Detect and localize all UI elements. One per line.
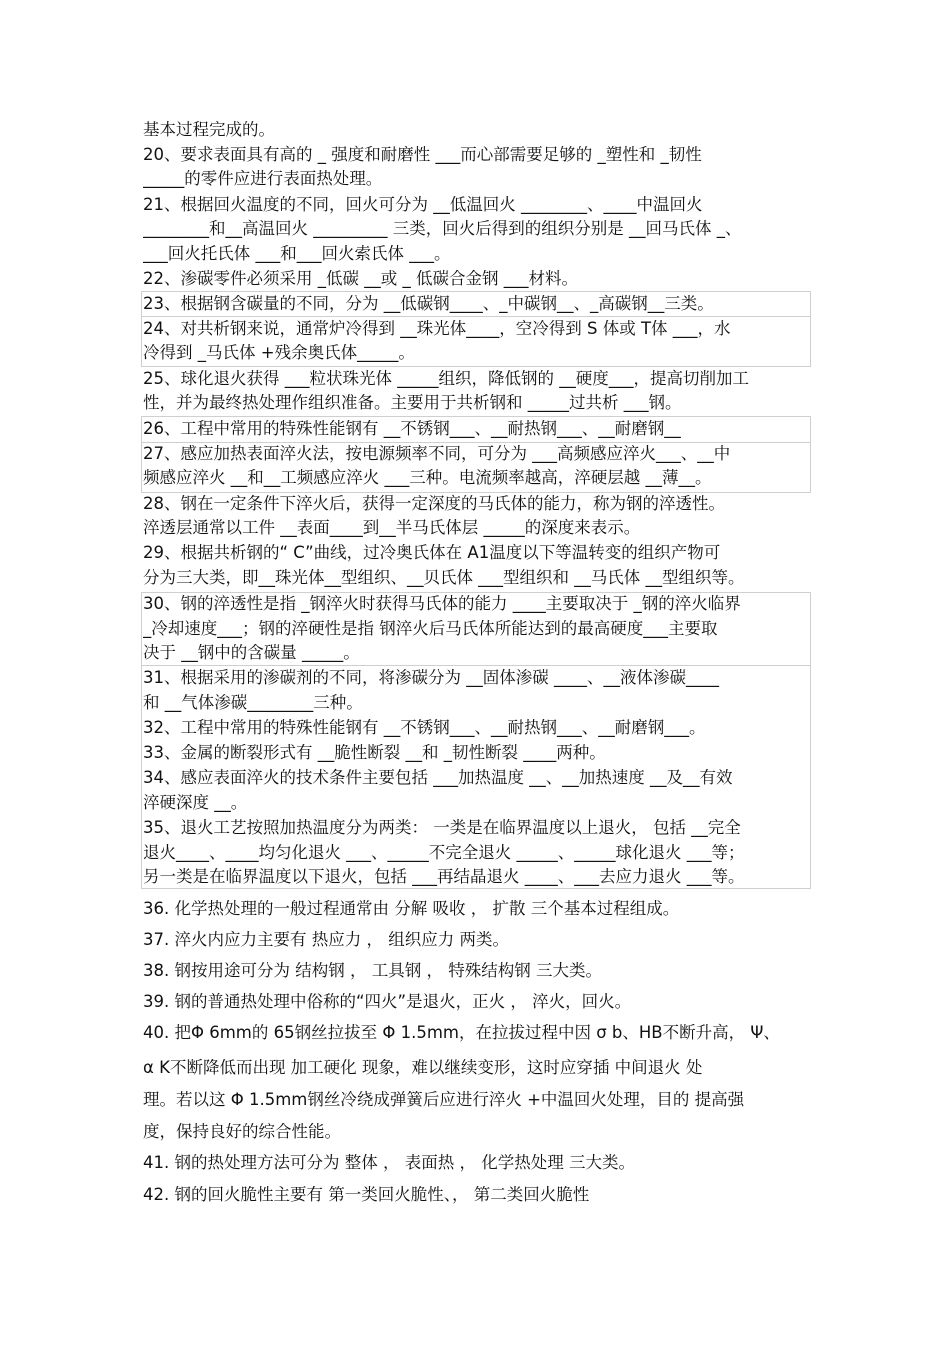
text-line: 26、工程中常用的特殊性能钢有 __不锈钢___、__耐热钢___、__耐磨钢__ <box>143 419 681 438</box>
text-line: 频感应淬火 __和__工频感应淬火 ___三种。电流频率越高，淬硬层越 __薄__。 <box>143 468 712 487</box>
text-line: 32、工程中常用的特殊性能钢有 __不锈钢___、__耐热钢___、__耐磨钢___。 <box>143 718 706 737</box>
text-line: 39. 钢的普通热处理中俗称的“四火”是退火，正火 ， 淬火，回火。 <box>143 992 632 1011</box>
text-line: 20、要求表面具有高的 _ 强度和耐磨性 ___而心部需要足够的 _塑性和 _韧性 <box>143 145 702 164</box>
text-line: 34、感应表面淬火的技术条件主要包括 ___加热温度 __、__加热速度 __及__有效 <box>143 768 733 787</box>
text-line: 分为三大类，即__珠光体__型组织、__贝氏体 ___型组织和 __马氏体 __型组织等。 <box>143 568 745 587</box>
text-line: 冷得到 _马氏体 +残余奥氏体_____。 <box>143 343 415 362</box>
text-line: ___回火托氏体 ___和___回火索氏体 ___。 <box>143 244 451 263</box>
text-line: 退火____、____均匀化退火 ___、_____不完全退火 _____、_____球化退火 ___等； <box>143 843 745 862</box>
text-line: _冷却速度___；钢的淬硬性是指 钢淬火后马氏体所能达到的最高硬度___主要取 <box>143 619 718 638</box>
text-line: 24、对共析钢来说，通常炉冷得到 __珠光体____，空冷得到 S 体或 T体 ___，水 <box>143 319 731 338</box>
text-line: 理。若以这 Φ 1.5mm钢丝冷绕成弹簧后应进行淬火 +中温回火处理，目的 提高强 <box>143 1090 745 1109</box>
text-line: 度，保持良好的综合性能。 <box>143 1122 341 1141</box>
text-line: 淬透层通常以工件 __表面____到__半马氏体层 _____的深度来表示。 <box>143 518 641 537</box>
text-line: α K不断降低而出现 加工硬化 现象，难以继续变形，这时应穿插 中间退火 处 <box>143 1058 703 1077</box>
text-line: 和 __气体渗碳________三种。 <box>143 693 363 712</box>
text-line: 性，并为最终热处理作组织准备。主要用于共析钢和 _____过共析 ___钢。 <box>143 393 682 412</box>
text-line: 31、根据采用的渗碳剂的不同，将渗碳分为 __固体渗碳 ____、__液体渗碳____ <box>143 668 719 687</box>
text-line: 基本过程完成的。 <box>143 120 275 139</box>
text-line: 28、钢在一定条件下淬火后，获得一定深度的马氏体的能力，称为钢的淬透性。 <box>143 494 725 513</box>
text-line: 35、退火工艺按照加热温度分为两类： 一类是在临界温度以上退火， 包括 __完全 <box>143 818 741 837</box>
text-line: 22、渗碳零件必须采用 _低碳 __或 _ 低碳合金钢 ___材料。 <box>143 269 578 288</box>
text-line: 30、钢的淬透性是指 _钢淬火时获得马氏体的能力 ____主要取决于 _钢的淬火临界 <box>143 594 741 613</box>
text-line: 21、根据回火温度的不同，回火可分为 __低温回火 ________、____中温回火 <box>143 195 703 214</box>
text-line: 42. 钢的回火脆性主要有 第一类回火脆性、， 第二类回火脆性 <box>143 1185 590 1204</box>
text-line: ________和__高温回火 _________ 三类，回火后得到的组织分别是 __回马氏体 _、 <box>143 219 742 238</box>
text-line: 40. 把Φ 6mm的 65钢丝拉拔至 Φ 1.5mm，在拉拔过程中因 σ b、HB不断升高， Ψ、 <box>143 1023 780 1042</box>
text-line: 36. 化学热处理的一般过程通常由 分解 吸收 ， 扩散 三个基本过程组成。 <box>143 899 680 918</box>
text-line: 决于 __钢中的含碳量 _____。 <box>143 643 360 662</box>
text-line: _____的零件应进行表面热处理。 <box>143 169 383 188</box>
text-line: 另一类是在临界温度以下退火，包括 ___再结晶退火 ____、___去应力退火 ___等。 <box>143 867 745 886</box>
text-line: 33、金属的断裂形式有 __脆性断裂 __和 _韧性断裂 ____两种。 <box>143 743 606 762</box>
text-line: 29、根据共析钢的“ C”曲线，过冷奥氏体在 A1温度以下等温转变的组织产物可 <box>143 543 721 562</box>
text-line: 38. 钢按用途可分为 结构钢 ， 工具钢 ， 特殊结构钢 三大类。 <box>143 961 602 980</box>
text-line: 23、根据钢含碳量的不同，分为 __低碳钢____、_中碳钢__、_高碳钢__三类。 <box>143 294 714 313</box>
text-line: 41. 钢的热处理方法可分为 整体 ， 表面热 ， 化学热处理 三大类。 <box>143 1153 635 1172</box>
text-line: 25、球化退火获得 ___粒状珠光体 _____组织，降低钢的 __硬度___，提高切削加工 <box>143 369 749 388</box>
text-line: 淬硬深度 __。 <box>143 793 248 812</box>
text-line: 37. 淬火内应力主要有 热应力 ， 组织应力 两类。 <box>143 930 509 949</box>
text-line: 27、感应加热表面淬火法，按电源频率不同，可分为 ___高频感应淬火___、__中 <box>143 444 731 463</box>
